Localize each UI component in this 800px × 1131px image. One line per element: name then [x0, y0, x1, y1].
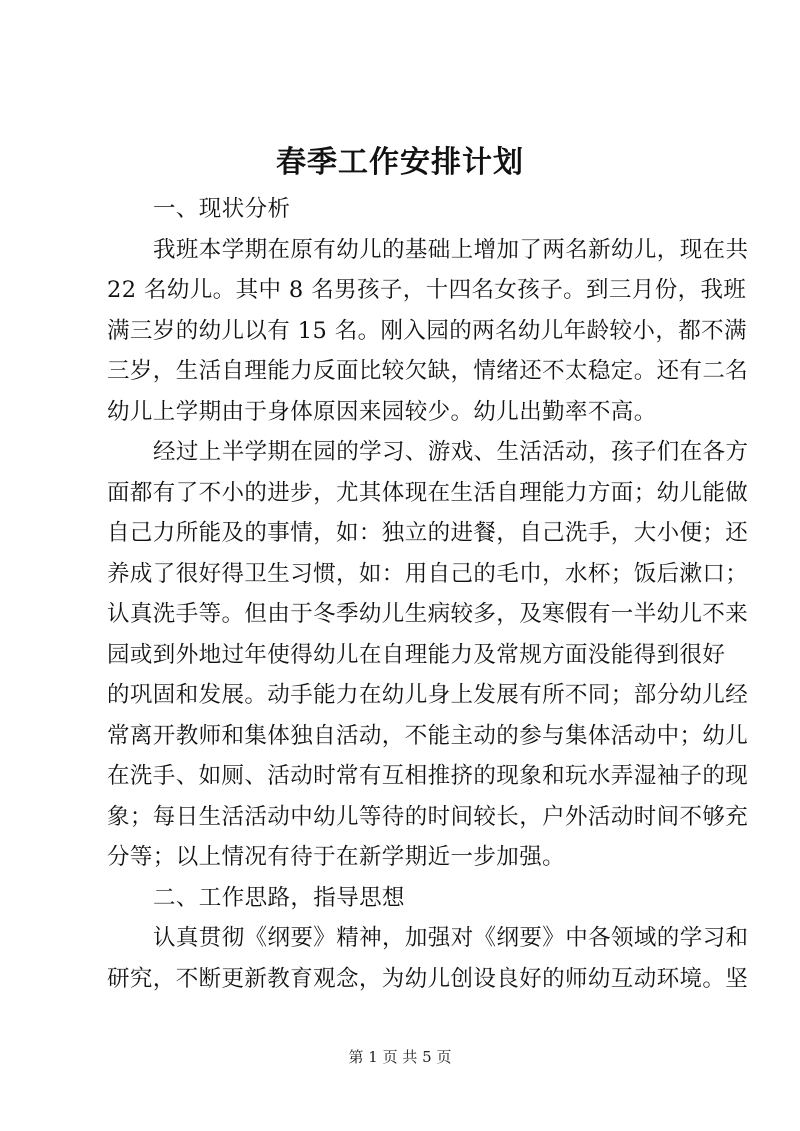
paragraph-line: 面都有了不小的进步，尤其体现在生活自理能力方面；幼儿能做: [107, 479, 749, 506]
paragraph-line: 认真贯彻《纲要》精神，加强对《纲要》中各领域的学习和: [153, 925, 749, 951]
paragraph-line: 分等；以上情况有待于在新学期近一步加强。: [107, 844, 566, 870]
paragraph-line: 我班本学期在原有幼儿的基础上增加了两名新幼儿，现在共: [153, 236, 749, 263]
page-number-footer: 第 1 页 共 5 页: [348, 1048, 452, 1066]
paragraph-line: 自己力所能及的事情，如：独立的进餐，自己洗手，大小便；还: [107, 520, 749, 546]
section-heading-status-analysis: 一、现状分析: [153, 196, 291, 222]
paragraph-line: 22 名幼儿。其中 8 名男孩子，十四名女孩子。到三月份，我班: [107, 277, 747, 303]
paragraph-line: 的巩固和发展。动手能力在幼儿身上发展有所不同；部分幼儿经: [107, 682, 749, 708]
paragraph-line: 象；每日生活活动中幼儿等待的时间较长，户外活动时间不够充: [107, 803, 749, 830]
document-body: [107, 189, 749, 999]
paragraph-line: 三岁，生活自理能力反面比较欠缺，情绪还不太稳定。还有二名: [107, 358, 749, 384]
paragraph-line: 经过上半学期在园的学习、游戏、生活活动，孩子们在各方: [153, 439, 749, 465]
document-title: 春季工作安排计划: [276, 145, 524, 180]
paragraph-line: 研究，不断更新教育观念，为幼儿创设良好的师幼互动环境。坚: [107, 965, 749, 992]
paragraph-line: 满三岁的幼儿以有 15 名。刚入园的两名幼儿年龄较小，都不满: [107, 317, 747, 344]
paragraph-line: 园或到外地过年使得幼儿在自理能力及常规方面没能得到很好: [107, 641, 726, 668]
paragraph-line: 养成了很好得卫生习惯，如：用自己的毛巾，水杯；饭后漱口；: [107, 560, 749, 587]
paragraph-line: 认真洗手等。但由于冬季幼儿生病较多，及寒假有一半幼儿不来: [107, 601, 749, 627]
paragraph-line: 常离开教师和集体独自活动，不能主动的参与集体活动中；幼儿: [107, 722, 749, 749]
section-heading-work-approach: 二、工作思路，指导思想: [153, 884, 405, 911]
paragraph-line: 在洗手、如厕、活动时常有互相推挤的现象和玩水弄湿袖子的现: [107, 763, 749, 789]
paragraph-line: 幼儿上学期由于身体原因来园较少。幼儿出勤率不高。: [107, 398, 657, 425]
